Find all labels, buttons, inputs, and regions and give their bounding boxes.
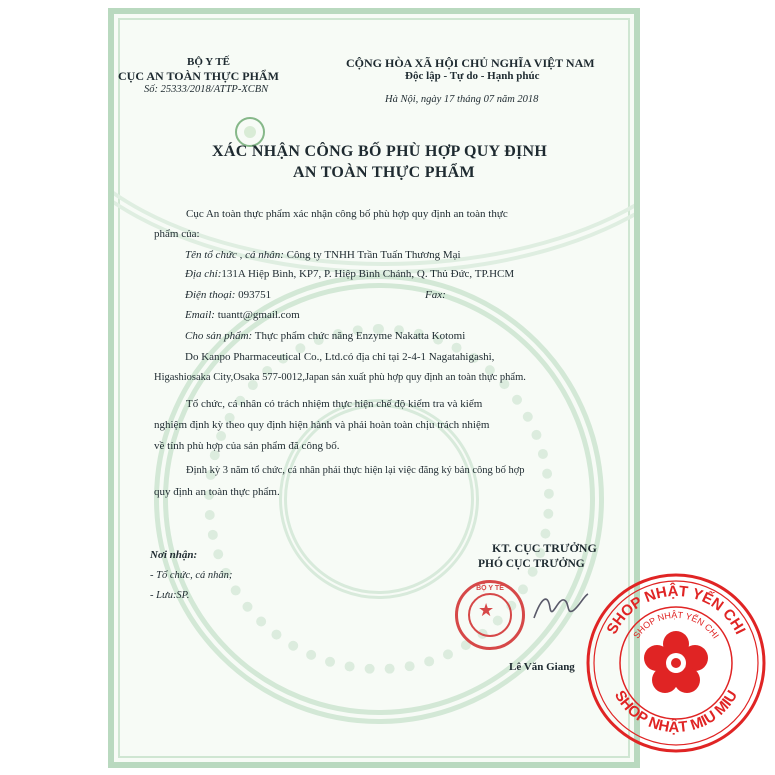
recipients-label: Nơi nhận: bbox=[150, 549, 198, 561]
period-line-2: quy định an toàn thực phẩm. bbox=[154, 486, 280, 498]
phone-label: Điện thoại: bbox=[185, 289, 236, 301]
fax-label: Fax: bbox=[425, 289, 446, 301]
product-value: Thực phẩm chức năng Enzyme Nakatta Kotomi bbox=[254, 330, 466, 342]
responsibility-line-3: về tính phù hợp của sản phẩm đã công bố. bbox=[154, 440, 340, 452]
email-label: Email: bbox=[185, 309, 215, 321]
signer-title-1: KT. CỤC TRƯỞNG bbox=[492, 541, 597, 555]
address-row bbox=[185, 268, 514, 280]
document-number: Số: 25333/2018/ATTP-XCBN bbox=[144, 84, 269, 95]
official-seal bbox=[455, 580, 525, 650]
place-date: Hà Nội, ngày 17 tháng 07 năm 2018 bbox=[385, 94, 539, 105]
intro-line-2: phẩm của: bbox=[154, 228, 200, 240]
country-name: CỘNG HÒA XÃ HỘI CHỦ NGHĨA VIỆT NAM bbox=[346, 56, 595, 70]
certificate-page bbox=[108, 8, 640, 768]
title-line-1: XÁC NHẬN CÔNG BỐ PHÙ HỢP QUY ĐỊNH bbox=[212, 143, 548, 160]
ministry-name: BỘ Y TẾ bbox=[187, 56, 230, 68]
stamp-inner-text: SHOP NHẬT YẾN CHI bbox=[631, 609, 721, 641]
signer-title-2: PHÓ CỤC TRƯỞNG bbox=[478, 558, 585, 570]
official-seal-text: BỘ Y TẾ bbox=[476, 585, 504, 592]
stamp-top-text: SHOP NHẬT YẾN CHI bbox=[603, 582, 749, 638]
address-label: Địa chỉ: bbox=[185, 268, 222, 280]
product-label: Cho sản phẩm: bbox=[185, 330, 253, 342]
manufacturer-line-1: Do Kanpo Pharmaceutical Co., Ltd.có địa chỉ tại 2-4-1 Nagatahigashi, bbox=[185, 351, 495, 363]
email-row bbox=[185, 309, 300, 321]
stamp-bottom-text: SHOP NHẬT MIU MIU bbox=[610, 687, 742, 737]
flower-emblem-icon bbox=[644, 631, 708, 693]
intro-line-1: Cục An toàn thực phẩm xác nhận công bố phù hợp quy định an toàn thực bbox=[186, 208, 508, 220]
title-line-2: AN TOÀN THỰC PHẨM bbox=[293, 164, 475, 181]
recipient-item-1: - Tổ chức, cá nhân; bbox=[150, 570, 233, 581]
address-value: 131A Hiệp Bình, KP7, P. Hiệp Bình Chánh, Q. Thủ Đức, TP.HCM bbox=[221, 268, 515, 280]
star-emblem-icon: ★ bbox=[478, 600, 495, 620]
email-value: tuantt@gmail.com bbox=[217, 309, 300, 321]
product-row bbox=[185, 330, 465, 342]
organization-value: Công ty TNHH Trần Tuấn Thương Mại bbox=[286, 249, 461, 261]
phone-value: 093751 bbox=[238, 289, 272, 301]
shop-red-stamp bbox=[585, 572, 767, 754]
organization-row bbox=[185, 249, 461, 261]
responsibility-line-1: Tổ chức, cá nhân có trách nhiệm thực hiện chế độ kiểm tra và kiểm bbox=[186, 398, 483, 410]
manufacturer-line-2: Higashiosaka City,Osaka 577-0012,Japan sản xuất phù hợp quy định an toàn thực phẩm. bbox=[154, 372, 526, 383]
national-motto: Độc lập - Tự do - Hạnh phúc bbox=[405, 70, 540, 82]
recipient-item-2: - Lưu:SP. bbox=[150, 590, 190, 601]
phone-row bbox=[185, 289, 271, 301]
period-line-1: Định kỳ 3 năm tổ chức, cá nhân phải thực hiện lại việc đăng ký bản công bố hợp bbox=[186, 465, 525, 476]
signer-name: Lê Văn Giang bbox=[509, 661, 575, 673]
responsibility-line-2: nghiệm định kỳ theo quy định hiện hành và phải hoàn toàn chịu trách nhiệm bbox=[154, 419, 490, 431]
organization-label: Tên tổ chức , cá nhân: bbox=[185, 249, 284, 261]
agency-name: CỤC AN TOÀN THỰC PHẨM bbox=[118, 69, 279, 83]
handwritten-signature-icon bbox=[530, 590, 590, 625]
